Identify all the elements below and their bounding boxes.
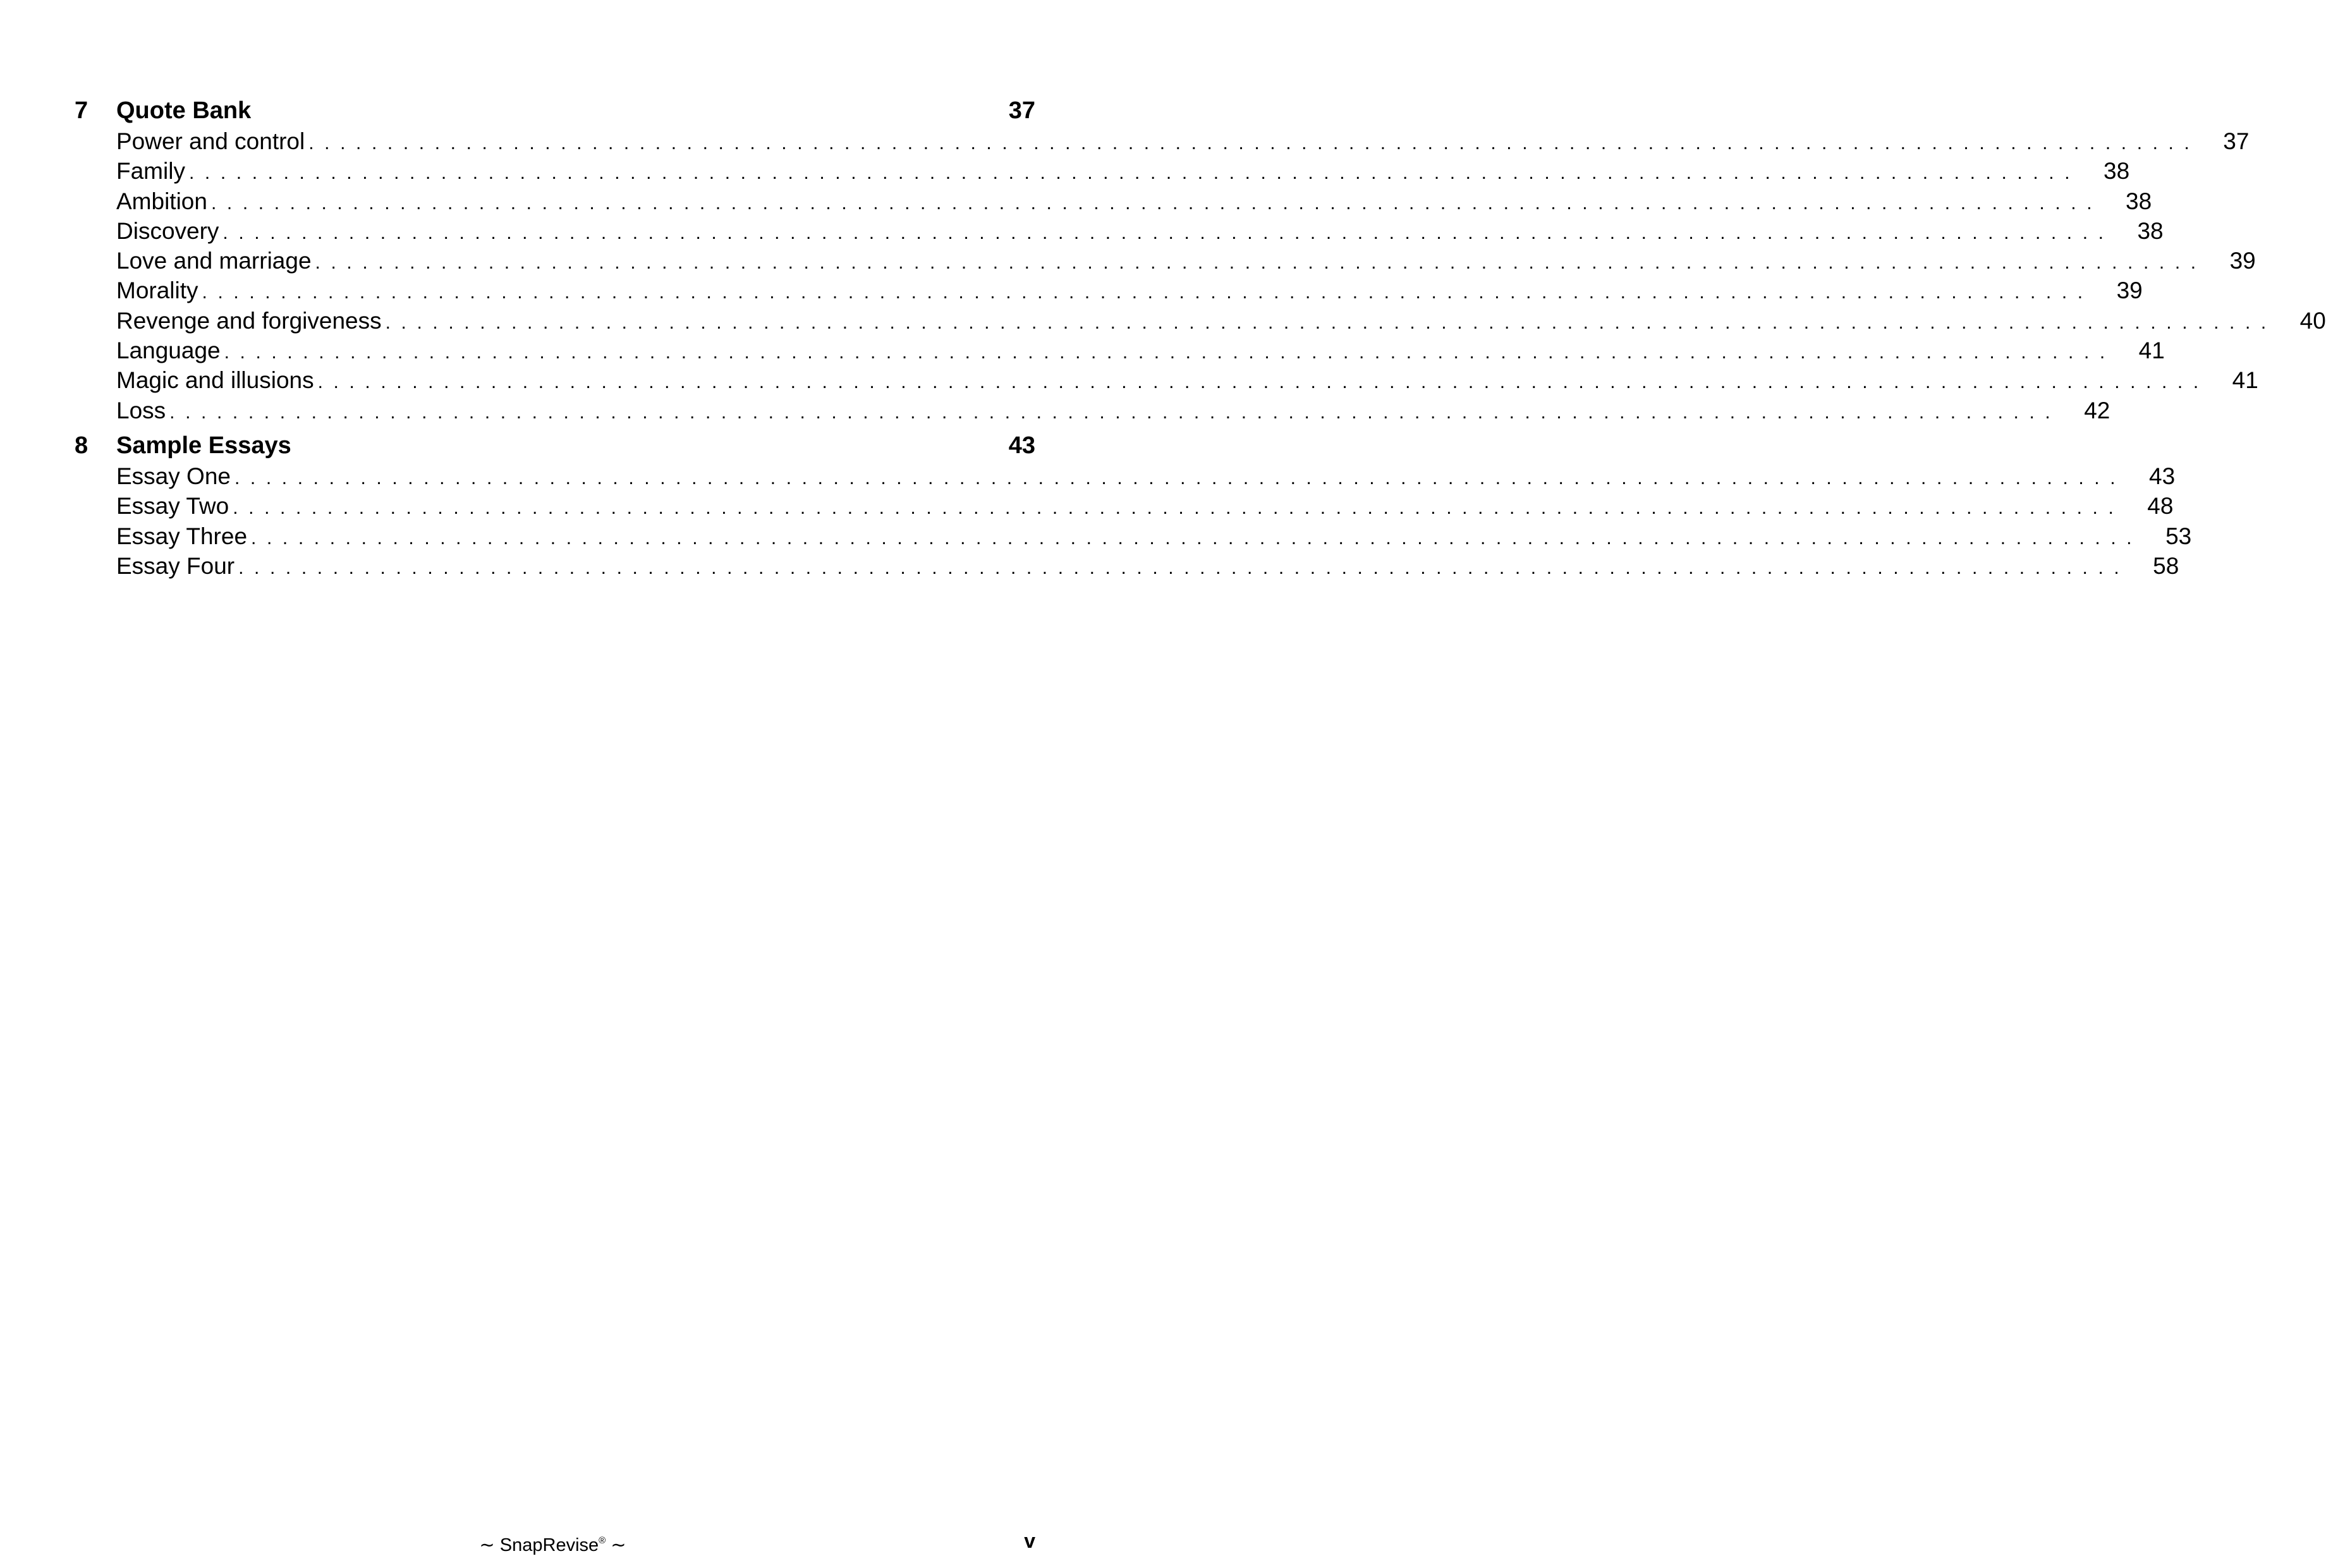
dot-leader: ........................................................................................................................: [188, 162, 2081, 184]
table-of-contents: [75, 95, 2326, 581]
dot-leader: ........................................................................................................................: [251, 527, 2143, 549]
chapter-number: 8: [75, 432, 88, 459]
entry-title: Revenge and forgiveness: [116, 307, 382, 334]
dot-leader: ........................................................................................................................: [202, 282, 2093, 303]
entry-title: Love and marriage: [116, 248, 312, 274]
entry-page-number: 37: [2223, 128, 2250, 154]
toc-entry[interactable]: [116, 246, 2256, 276]
chapter-heading-row[interactable]: [75, 430, 1035, 461]
toc-entry[interactable]: [116, 461, 2176, 491]
toc-entry[interactable]: [116, 276, 2143, 305]
toc-entry[interactable]: [116, 491, 2174, 521]
entry-title: Language: [116, 337, 221, 364]
toc-entry[interactable]: [116, 336, 2165, 365]
dot-leader: ........................................................................................................................: [233, 497, 2124, 519]
dot-leader: ........................................................................................................................: [234, 467, 2126, 489]
entry-page-number: 43: [2149, 463, 2176, 489]
dot-leader: ........................................................................................................................: [385, 312, 2277, 333]
entry-title: Essay One: [116, 463, 231, 489]
tilde-right: ∼: [611, 1535, 626, 1555]
dot-leader: ........................................................................................................................: [317, 372, 2209, 393]
entry-title: Essay Four: [116, 552, 235, 579]
tilde-left: ∼: [479, 1535, 495, 1555]
entry-title: Essay Two: [116, 493, 229, 520]
entry-page-number: 39: [2229, 248, 2256, 274]
registered-mark: ®: [599, 1535, 606, 1546]
entry-title: Magic and illusions: [116, 367, 314, 394]
entry-page-number: 41: [2232, 367, 2258, 394]
toc-entry[interactable]: [116, 396, 2110, 425]
toc-chapter-quote-bank: [75, 95, 2326, 425]
chapter-title: Quote Bank: [116, 97, 252, 124]
chapter-title: Sample Essays: [116, 432, 291, 459]
dot-leader: ........................................................................................................................: [224, 342, 2116, 363]
dot-leader: ........................................................................................................................: [222, 222, 2114, 243]
entry-page-number: 38: [2126, 188, 2152, 214]
chapter-number: 7: [75, 97, 88, 124]
section-list: [75, 461, 2192, 581]
entry-page-number: 38: [2104, 158, 2130, 185]
entry-title: Essay Three: [116, 523, 248, 549]
entry-title: Loss: [116, 397, 166, 423]
toc-entry[interactable]: [116, 156, 2130, 186]
entry-title: Power and control: [116, 128, 305, 154]
toc-entry[interactable]: [116, 365, 2258, 395]
chapter-page-number: 43: [1008, 432, 1035, 459]
toc-entry[interactable]: [116, 126, 2250, 156]
entry-title: Family: [116, 158, 185, 185]
dot-leader: ........................................................................................................................: [315, 252, 2207, 274]
entry-title: Ambition: [116, 188, 207, 214]
entry-page-number: 38: [2137, 217, 2164, 244]
toc-entry[interactable]: [116, 186, 2152, 216]
dot-leader: ........................................................................................................................: [308, 133, 2200, 154]
toc-entry[interactable]: [116, 216, 2164, 246]
entry-page-number: 58: [2153, 552, 2179, 579]
entry-page-number: 53: [2165, 523, 2192, 549]
entry-page-number: 40: [2299, 307, 2326, 334]
footer-brand: [0, 1528, 1105, 1558]
dot-leader: ........................................................................................................................: [169, 401, 2061, 423]
chapter-page-number: 37: [1008, 97, 1035, 124]
entry-page-number: 48: [2147, 493, 2174, 520]
toc-entry[interactable]: [116, 306, 2326, 336]
dot-leader: ........................................................................................................................: [210, 192, 2103, 214]
entry-page-number: 41: [2138, 337, 2165, 364]
entry-title: Discovery: [116, 217, 219, 244]
entry-page-number: 42: [2084, 397, 2110, 423]
toc-entry[interactable]: [116, 551, 2179, 581]
entry-title: Morality: [116, 277, 198, 304]
chapter-heading-row[interactable]: [75, 95, 1035, 126]
toc-entry[interactable]: [116, 521, 2192, 551]
section-list: [75, 126, 2326, 425]
page-number: v: [1024, 1529, 1035, 1552]
entry-page-number: 39: [2116, 277, 2143, 304]
toc-chapter-sample-essays: [75, 430, 2192, 581]
brand-name: SnapRevise: [499, 1535, 599, 1555]
dot-leader: ........................................................................................................................: [238, 557, 2130, 578]
